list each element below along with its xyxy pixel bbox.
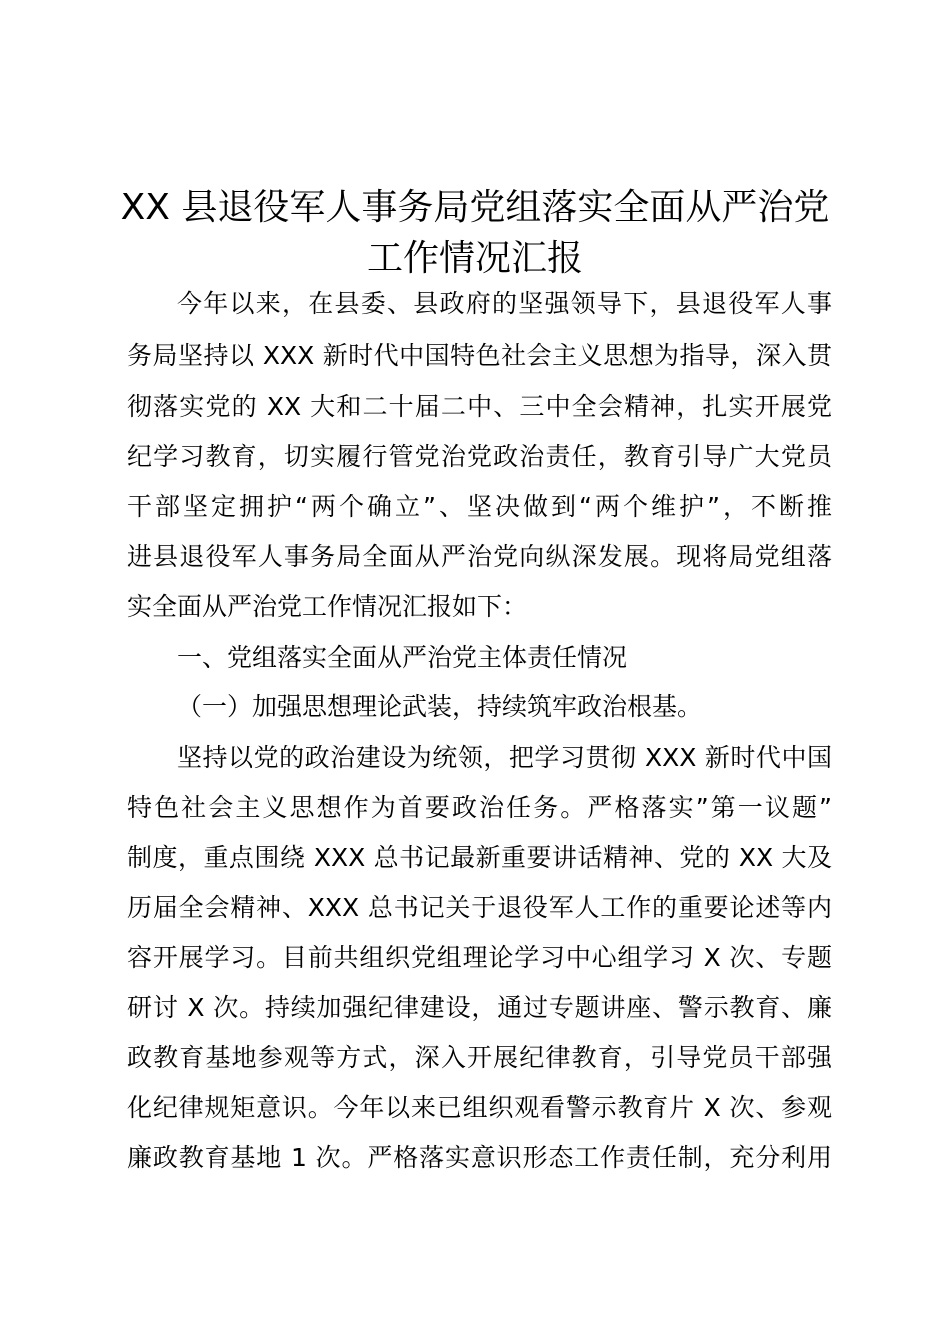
body-line: 今年以来，在县委、县政府的坚强领导下，县退役军人事 bbox=[177, 289, 832, 318]
body-line: 容开展学习。目前共组织党组理论学习中心组学习 X 次、专题 bbox=[127, 943, 832, 972]
body-line: 化纪律规矩意识。今年以来已组织观看警示教育片 X 次、参观 bbox=[127, 1093, 832, 1122]
body-line: 实全面从严治党工作情况汇报如下： bbox=[127, 592, 528, 621]
subsection-heading: （一）加强思想理论武装，持续筑牢政治根基。 bbox=[177, 692, 703, 721]
document-title-line-2: 工作情况汇报 bbox=[366, 238, 583, 279]
body-line: 干部坚定拥护“两个确立”、坚决做到“两个维护”，不断推 bbox=[127, 492, 832, 521]
body-line: 政教育基地参观等方式，深入开展纪律教育，引导党员干部强 bbox=[127, 1043, 832, 1072]
body-line: 彻落实党的 XX 大和二十届二中、三中全会精神，扎实开展党 bbox=[127, 392, 832, 421]
section-heading: 一、党组落实全面从严治党主体责任情况 bbox=[177, 643, 628, 672]
body-line: 廉政教育基地 1 次。严格落实意识形态工作责任制，充分利用 bbox=[127, 1143, 832, 1172]
body-line: 制度，重点围绕 XXX 总书记最新重要讲话精神、党的 XX 大及 bbox=[127, 843, 832, 872]
body-line: 特色社会主义思想作为首要政治任务。严格落实”第一议题” bbox=[127, 793, 832, 822]
body-line: 纪学习教育，切实履行管党治党政治责任，教育引导广大党员 bbox=[127, 442, 832, 471]
body-line: 进县退役军人事务局全面从严治党向纵深发展。现将局党组落 bbox=[127, 542, 832, 571]
document-title-line-1: XX 县退役军人事务局党组落实全面从严治党 bbox=[120, 187, 830, 228]
body-line: 务局坚持以 XXX 新时代中国特色社会主义思想为指导，深入贯 bbox=[127, 341, 832, 370]
body-line: 坚持以党的政治建设为统领，把学习贯彻 XXX 新时代中国 bbox=[177, 743, 832, 772]
body-line: 研讨 X 次。持续加强纪律建设，通过专题讲座、警示教育、廉 bbox=[127, 993, 832, 1022]
body-line: 历届全会精神、XXX 总书记关于退役军人工作的重要论述等内 bbox=[127, 893, 832, 922]
